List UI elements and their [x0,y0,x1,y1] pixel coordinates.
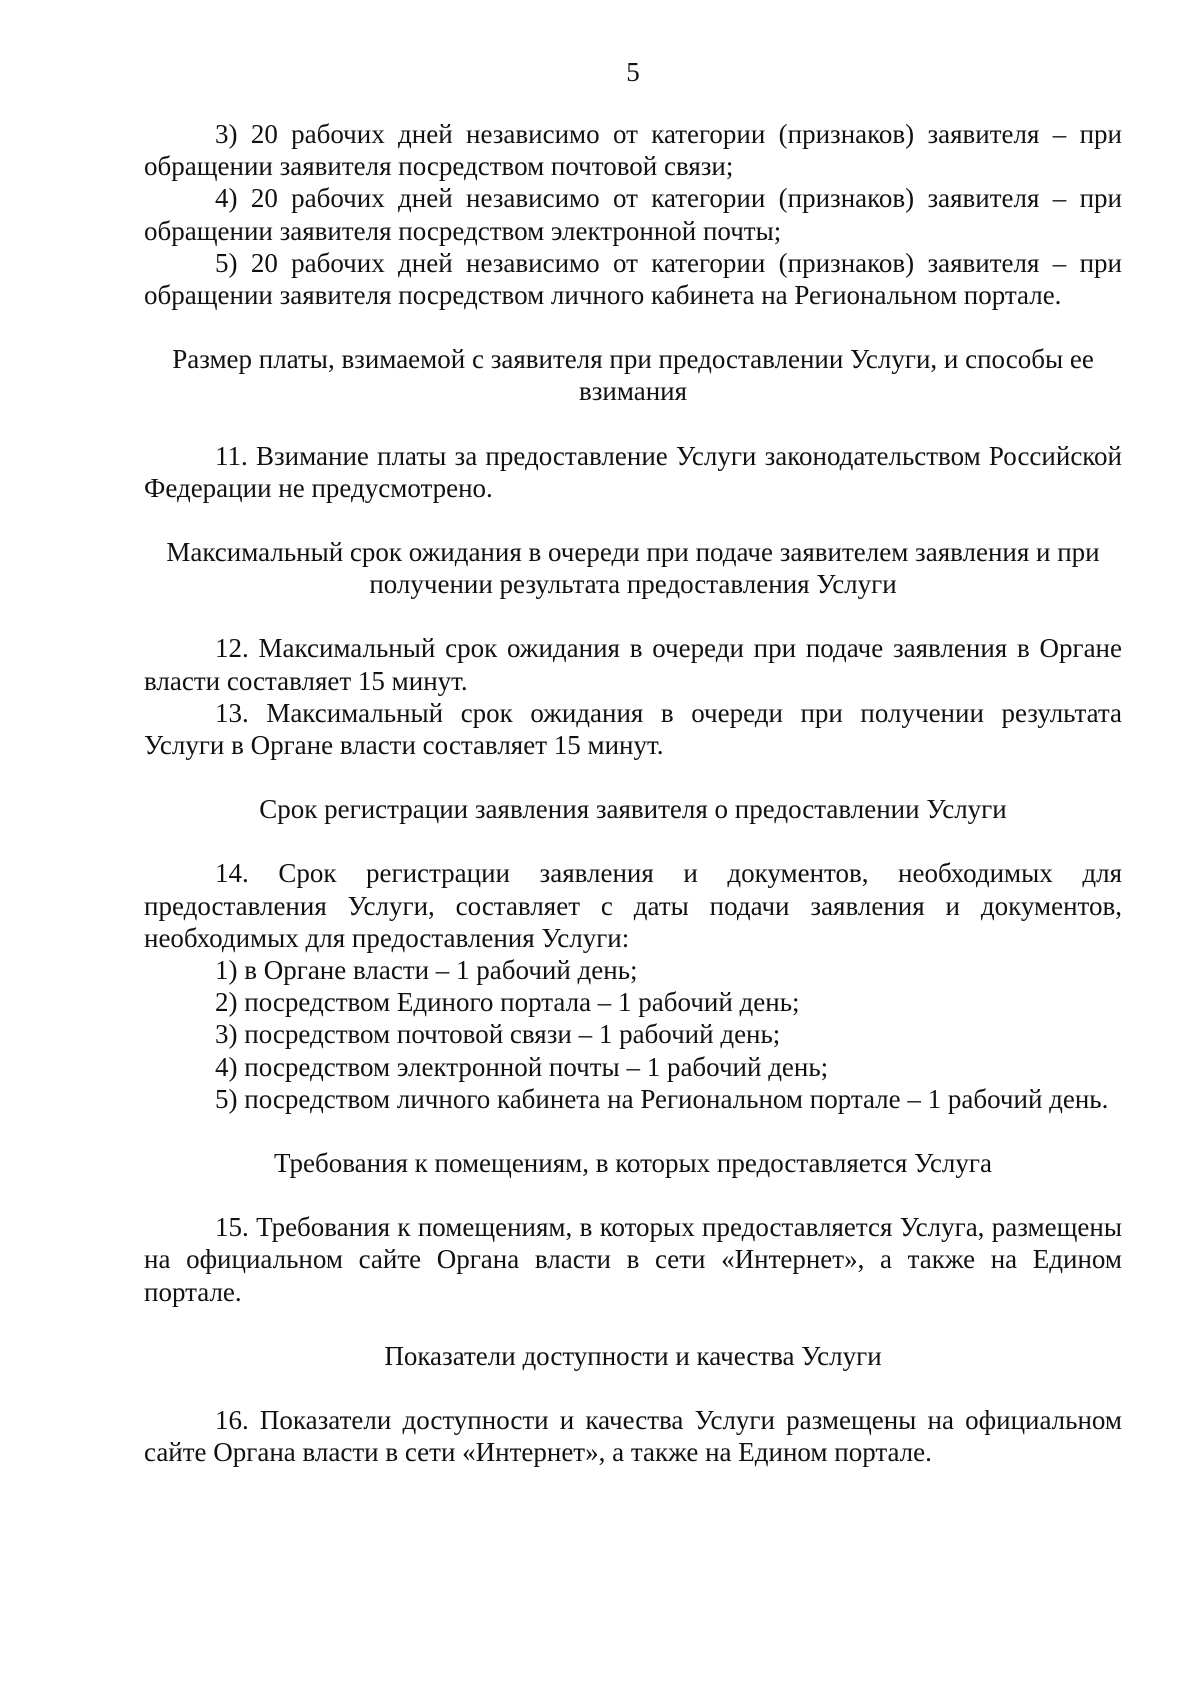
paragraph-item-4-email: 4) 20 рабочих дней независимо от категории (признаков) заявителя – при обращении заявителя посредством электронной почты; [144,183,1122,246]
paragraph-12: 12. Максимальный срок ожидания в очереди при подаче заявления в Органе власти составляет 15 минут. [144,633,1122,696]
section-heading-registration: Срок регистрации заявления заявителя о предоставлении Услуги [259,794,1007,825]
section-heading-premises: Требования к помещениям, в которых предоставляется Услуга [274,1148,992,1179]
section-heading-fee: Размер платы, взимаемой с заявителя при предоставлении Услуги, и способы ее взимания [172,344,1094,407]
paragraph-15: 15. Требования к помещениям, в которых предоставляется Услуга, размещены на официальном сайте Органа власти в сети «Интернет», а также на Едином портале. [144,1212,1122,1307]
spacer [144,1179,1122,1211]
paragraph-11: 11. Взимание платы за предоставление Услуги законодательством Российской Федерации не предусмотрено. [144,440,1122,503]
spacer [144,1372,1122,1404]
paragraph-13: 13. Максимальный срок ожидания в очереди при получении результата Услуги в Органе власти составляет 15 минут. [144,697,1122,761]
paragraph-14-item-5: 5) посредством личного кабинета на Региональном портале – 1 рабочий день. [215,1083,1109,1114]
page-number: 5 [626,57,640,87]
spacer [144,1308,1122,1340]
paragraph-14-item-1: 1) в Органе власти – 1 рабочий день; [215,955,638,986]
spacer [144,408,1122,440]
paragraph-14-item-3: 3) посредством почтовой связи – 1 рабочий день; [215,1019,781,1050]
paragraph-16: 16. Показатели доступности и качества Услуги размещены на официальном сайте Органа власти в сети «Интернет», а также на Едином портале. [144,1405,1122,1468]
paragraph-14-item-2: 2) посредством Единого портала – 1 рабочий день; [215,987,800,1018]
paragraph-item-5-cabinet: 5) 20 рабочих дней независимо от категории (признаков) заявителя – при обращении заявителя посредством личного кабинета на Региональном портале. [144,247,1122,311]
paragraph-14: 14. Срок регистрации заявления и документов, необходимых для предоставления Услуги, составляет с даты подачи заявления и документов, необходимых для предоставления Услуги: [144,858,1122,953]
spacer [144,761,1122,793]
spacer [144,1115,1122,1147]
spacer [144,600,1122,632]
spacer [144,825,1122,857]
section-heading-quality: Показатели доступности и качества Услуги [384,1340,882,1371]
section-heading-queue: Максимальный срок ожидания в очереди при подаче заявителем заявления и при получении результата предоставления Услуги [166,537,1100,600]
spacer [144,504,1122,536]
paragraph-item-3-postal: 3) 20 рабочих дней независимо от категории (признаков) заявителя – при обращении заявителя посредством почтовой связи; [144,119,1122,182]
document-page [144,56,1122,1469]
paragraph-14-item-4: 4) посредством электронной почты – 1 рабочий день; [215,1051,829,1082]
spacer [144,311,1122,343]
